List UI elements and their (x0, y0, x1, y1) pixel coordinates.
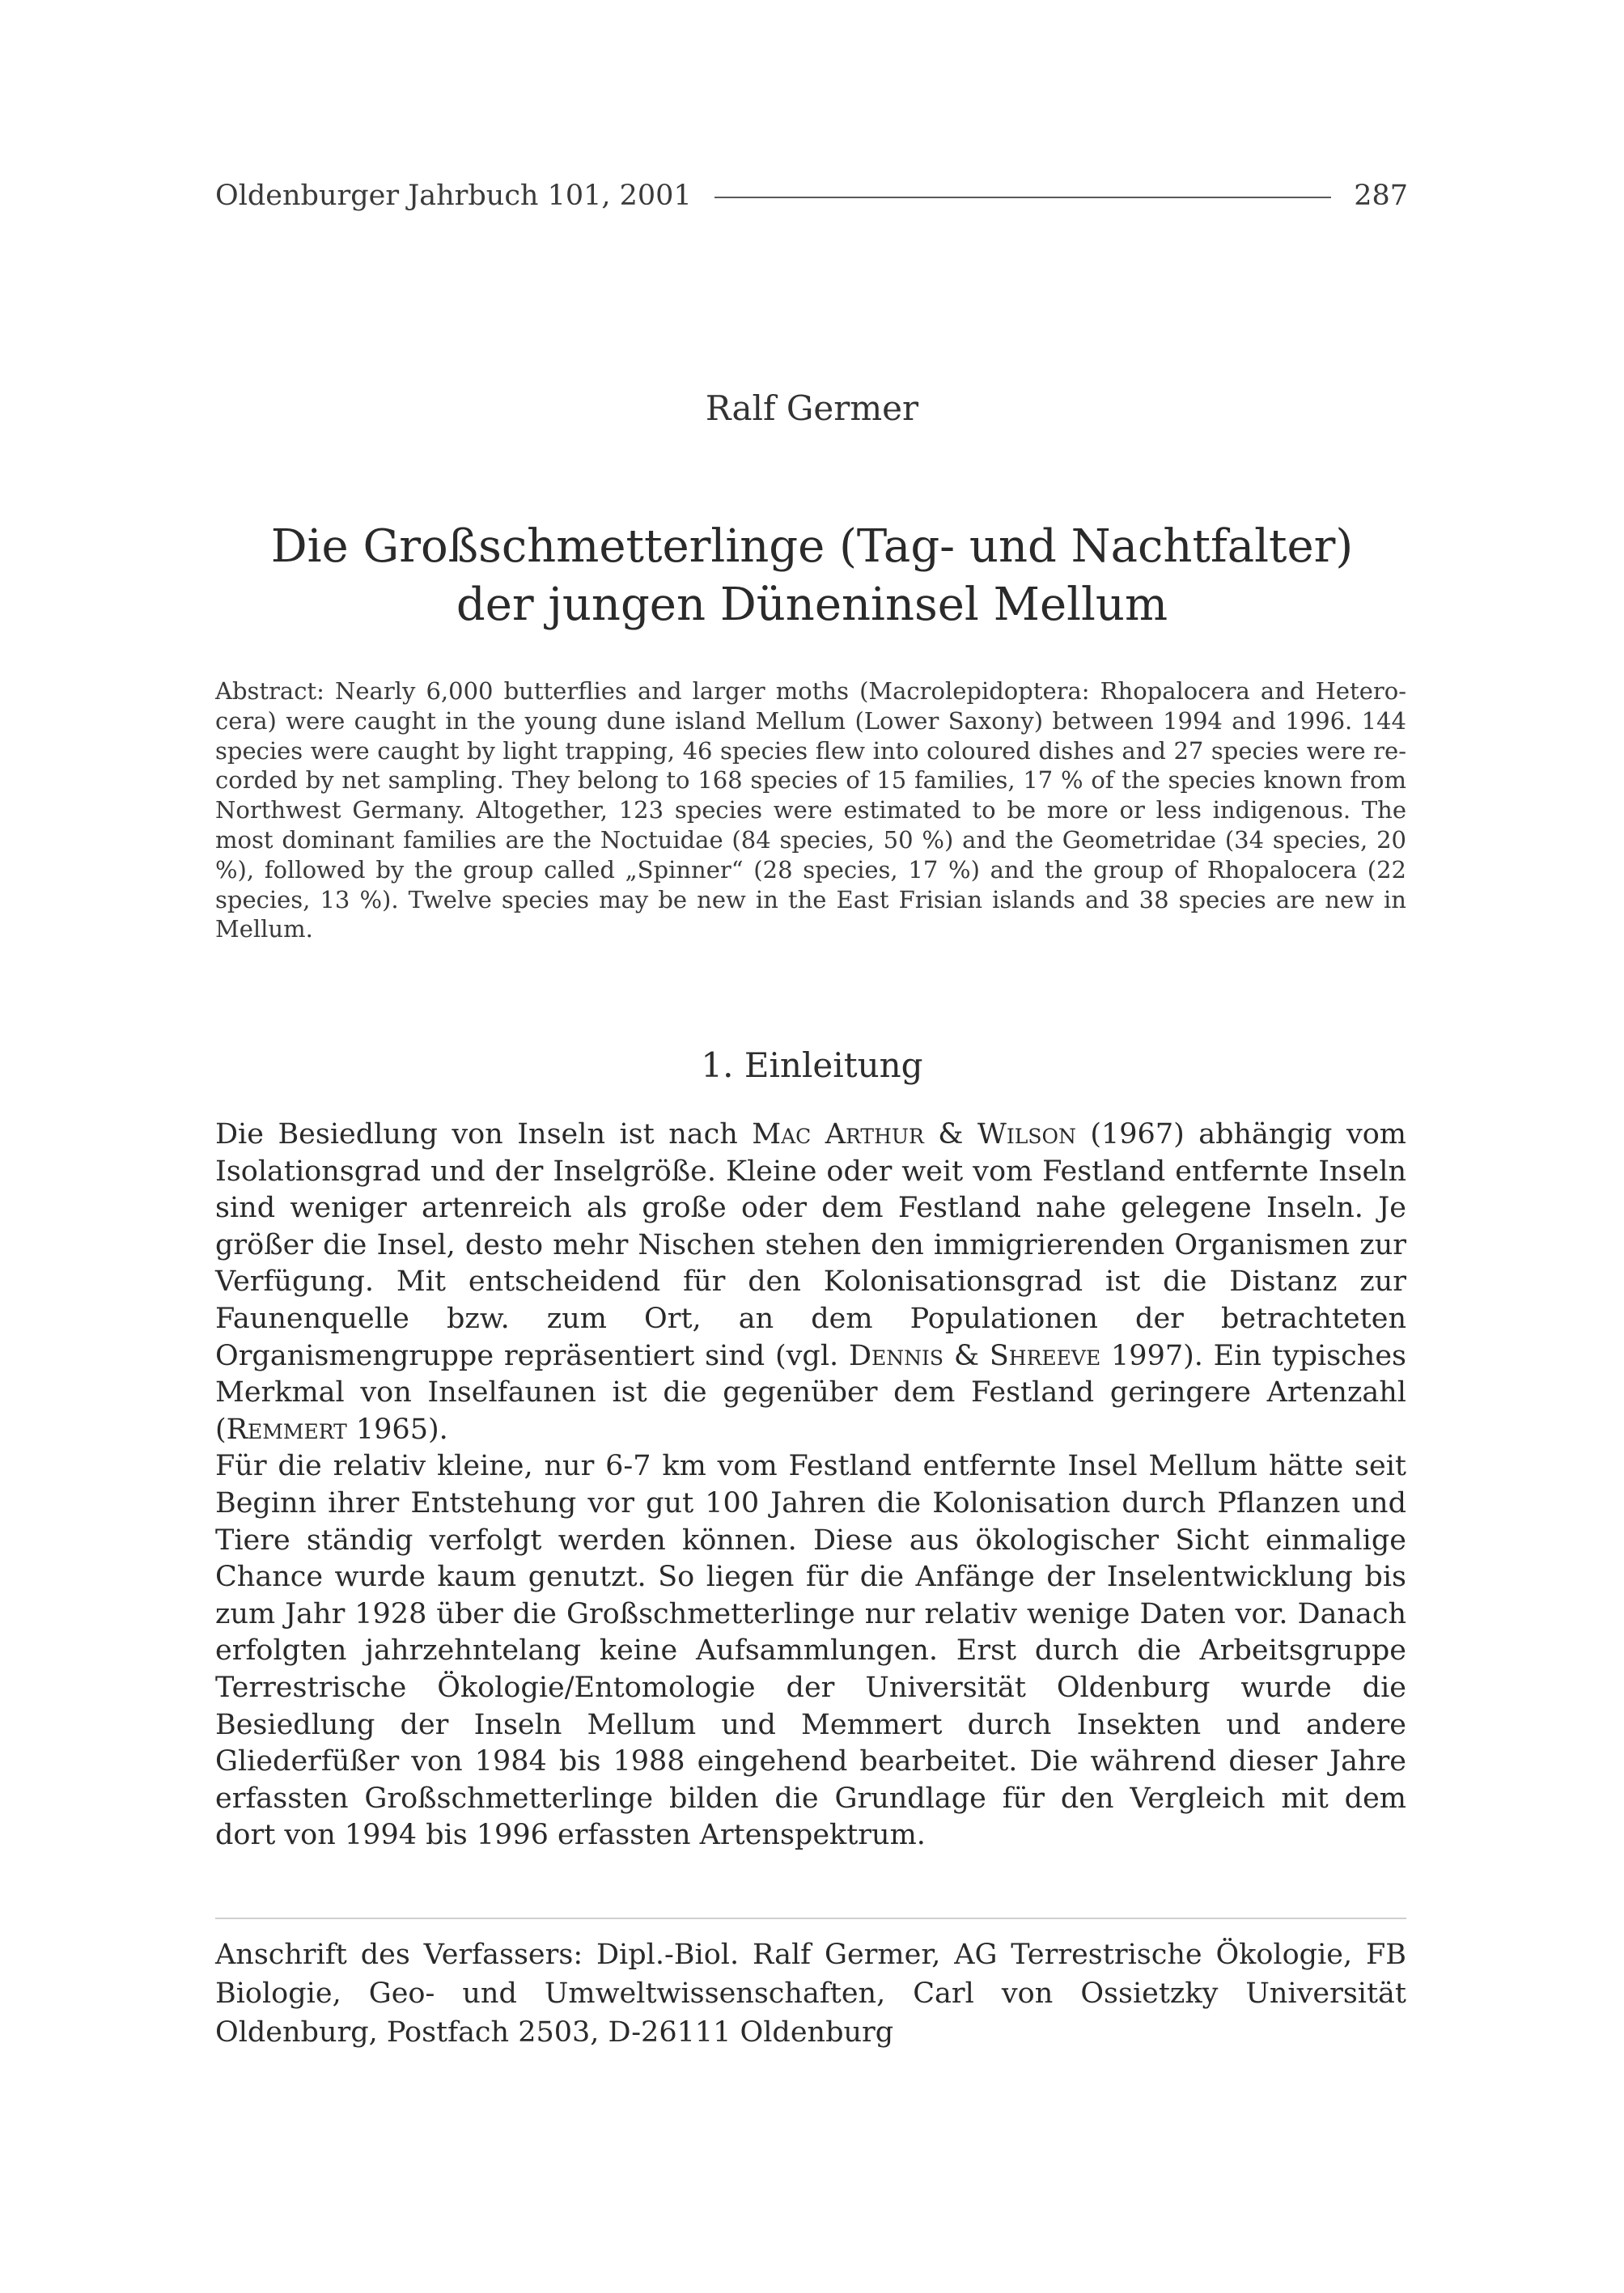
page-number: 287 (1354, 180, 1408, 212)
text-run: 1965). (346, 1413, 448, 1446)
title-line-2: der jungen Düneninsel Mellum (456, 579, 1168, 631)
text-run: (1967) abhängig vom Isolationsgrad und der Inselgröße. Kleine oder weit vom Festland entfernte Inseln sind weniger artenreich als große oder dem Festland nahe gelegene Inseln. Je größer die Insel, desto mehr Nischen stehen den immigrierenden Organismen zur Verfügung. Mit entscheidend für den Kolonisationsgrad ist die Distanz zur Faunenquelle bzw. zum Ort, an dem Populationen der betrachteten Organismengruppe repräsentiert sind (vgl. (215, 1118, 1406, 1372)
abstract: Abstract: Nearly 6,000 butterflies and larger moths (Macrolepidoptera: Rhopalocera and Heterocera) were caught in the young dune island Mellum (Lower Saxony) between 1994 and 1996. 144 species were caught by light trapping, 46 species flew into coloured dishes and 27 species were recorded by net sampling. They belong to 168 species of 15 families, 17 % of the species known from Northwest Germany. Altogether, 123 species were estimated to be more or less indigenous. The most dominant families are the Noctuidae (84 species, 50 %) and the Geometridae (34 species, 20 %), followed by the group called „Spinner“ (28 species, 17 %) and the group of Rhopalocera (22 species, 13 %). Twelve species may be new in the East Frisian islands and 38 species are new in Mellum. (215, 677, 1406, 943)
header-rule (714, 197, 1331, 198)
article-title (0, 518, 1624, 634)
title-line-1: Die Großschmetterlinge (Tag- und Nachtfalter) (270, 520, 1354, 573)
text-run: Die Besiedlung von Inseln ist nach (215, 1118, 753, 1151)
section-body (215, 1117, 1406, 1854)
author-name: Ralf Germer (705, 388, 919, 428)
citation-author: Remmert (226, 1413, 347, 1446)
author-address-footnote: Anschrift des Verfassers: Dipl.-Biol. Ralf Germer, AG Terrestrische Ökologie, FB Biologie, Geo- und Umweltwissenschaften, Carl von Ossietzky Universität Oldenburg, Postfach 2503, D-26111 Oldenburg (215, 1939, 1406, 2049)
citation-author: Mac Arthur (752, 1118, 924, 1151)
footnote-rule (215, 1918, 1406, 1919)
paragraph-1 (215, 1117, 1406, 1448)
citation-author: Shreeve (989, 1339, 1101, 1372)
text-run: & (943, 1339, 990, 1372)
citation-author: Dennis (848, 1339, 944, 1372)
journal-citation: Oldenburger Jahrbuch 101, 2001 (215, 180, 692, 212)
text-run: & (923, 1118, 977, 1151)
paragraph-2: Für die relativ kleine, nur 6-7 km vom Festland entfernte Insel Mellum hätte seit Beginn ihrer Entstehung vor gut 100 Jahren die Kolonisation durch Pflanzen und Tiere ständig verfolgt werden können. Diese aus ökologischer Sicht einmalige Chance wurde kaum genutzt. So liegen für die Anfänge der Inselentwicklung bis zum Jahr 1928 über die Großschmetterlinge nur relativ wenige Daten vor. Danach erfolgten jahrzehntelang keine Aufsammlungen. Erst durch die Arbeitsgruppe Terrestrische Ökologie/Entomologie der Universität Oldenburg wurde die Besiedlung der Inseln Mellum und Memmert durch Insekten und andere Gliederfüßer von 1984 bis 1988 eingehend bearbeitet. Die während dieser Jahre erfassten Großschmetterlinge bilden die Grundlage für den Vergleich mit dem dort von 1994 bis 1996 erfassten Artenspektrum. (215, 1450, 1406, 1852)
citation-author: Wilson (977, 1118, 1076, 1151)
running-head (215, 176, 1408, 215)
section-heading: 1. Einleitung (701, 1045, 923, 1085)
text-run: 1997). Ein typisches Merkmal von Inselfaunen ist die gegenüber dem Festland geringere Artenzahl ( (215, 1339, 1406, 1446)
